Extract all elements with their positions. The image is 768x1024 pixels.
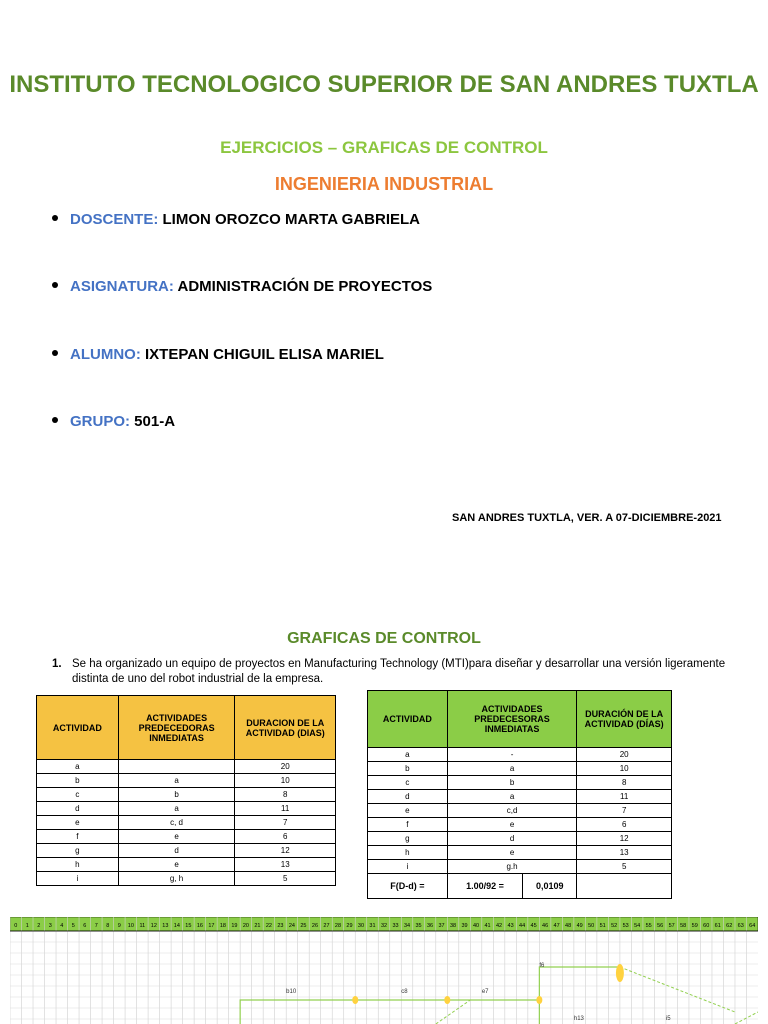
table-cell: e xyxy=(368,804,448,818)
table-cell: e xyxy=(118,858,235,872)
event-node xyxy=(616,964,624,982)
day-number: 62 xyxy=(726,923,733,929)
day-number: 19 xyxy=(231,923,238,929)
table-header: DURACION DE LA ACTIVIDAD (DIAS) xyxy=(235,696,336,760)
table-cell: 20 xyxy=(577,748,672,762)
info-value: 501-A xyxy=(134,413,176,430)
table-row xyxy=(37,802,336,816)
info-grupo xyxy=(52,413,175,430)
day-number: 24 xyxy=(288,923,296,929)
table-cell: f xyxy=(368,818,448,832)
day-number: 12 xyxy=(150,923,157,929)
day-number: 39 xyxy=(461,923,468,929)
table-row xyxy=(37,816,336,830)
table-cell: g xyxy=(37,844,119,858)
day-number: 50 xyxy=(588,923,595,929)
table-row xyxy=(368,762,672,776)
day-number: 30 xyxy=(357,923,365,929)
day-number: 64 xyxy=(749,923,756,929)
table-cell: 7 xyxy=(577,804,672,818)
day-number: 5 xyxy=(71,923,75,929)
info-label: ALUMNO: xyxy=(70,346,141,363)
table-cell: a xyxy=(118,774,235,788)
info-label: DOSCENTE: xyxy=(70,211,159,228)
day-number: 17 xyxy=(208,923,215,929)
day-number: 44 xyxy=(519,923,526,929)
info-value: LIMON OROZCO MARTA GABRIELA xyxy=(162,211,420,228)
day-number: 40 xyxy=(472,923,480,929)
table-header: ACTIVIDAD xyxy=(368,691,448,748)
slack-line xyxy=(436,1000,471,1024)
bullet-icon xyxy=(52,215,58,221)
table-row xyxy=(37,830,336,844)
problem-text: Se ha organizado un equipo de proyectos en Manufacturing Technology (MTI)para diseñar y desarrollar una versión ligeramente distinta de uno del robot industrial de la empresa. xyxy=(72,658,726,685)
day-number: 1 xyxy=(25,923,29,929)
table-cell: 5 xyxy=(577,860,672,874)
day-number: 6 xyxy=(83,923,87,929)
table-cell: 6 xyxy=(235,830,336,844)
table-cell: 10 xyxy=(577,762,672,776)
table-row xyxy=(368,804,672,818)
day-number: 35 xyxy=(415,923,422,929)
day-number: 26 xyxy=(311,923,319,929)
table-cell: 11 xyxy=(577,790,672,804)
activity-bar xyxy=(539,967,620,1000)
table-row xyxy=(368,790,672,804)
table-cell: c,d xyxy=(447,804,577,818)
info-asignatura xyxy=(52,278,432,295)
day-number: 3 xyxy=(48,923,52,929)
table-row xyxy=(37,760,336,774)
day-number: 16 xyxy=(196,923,203,929)
problem-statement xyxy=(52,657,742,687)
table-row xyxy=(368,832,672,846)
day-number: 61 xyxy=(714,923,721,929)
career-title: INGENIERIA INDUSTRIAL xyxy=(274,174,494,194)
table-cell: b xyxy=(368,762,448,776)
day-number: 18 xyxy=(219,923,226,929)
day-number: 51 xyxy=(599,923,606,929)
day-number: 10 xyxy=(127,923,134,929)
day-number: 33 xyxy=(392,923,399,929)
formula-ratio: 1.00/92 = xyxy=(448,874,523,898)
table-row xyxy=(37,858,336,872)
day-number: 14 xyxy=(173,923,180,929)
table-cell: 8 xyxy=(577,776,672,790)
table-cell: i xyxy=(37,872,119,886)
activity-label: b10 xyxy=(286,989,297,995)
table-cell: g xyxy=(368,832,448,846)
table-cell: a xyxy=(37,760,119,774)
table-cell: h xyxy=(37,858,119,872)
day-number: 32 xyxy=(380,923,388,929)
day-number: 37 xyxy=(438,923,445,929)
day-number: 13 xyxy=(162,923,169,929)
table-cell: i xyxy=(368,860,448,874)
table-cell: 11 xyxy=(235,802,336,816)
problem-number: 1. xyxy=(52,658,62,670)
table-cell: a xyxy=(447,762,577,776)
day-number: 54 xyxy=(634,923,641,929)
day-number: 8 xyxy=(106,923,110,929)
table-row xyxy=(37,844,336,858)
table-cell: c xyxy=(368,776,448,790)
info-docente xyxy=(52,211,420,228)
table-cell: 12 xyxy=(577,832,672,846)
table-cell: 8 xyxy=(235,788,336,802)
day-number: 11 xyxy=(139,923,146,929)
table-cell: e xyxy=(447,846,577,860)
bullet-icon xyxy=(52,350,58,356)
bullet-icon xyxy=(52,417,58,423)
day-number: 43 xyxy=(507,923,514,929)
table-header: DURACIÓN DE LA ACTIVIDAD (DÍAS) xyxy=(577,691,672,748)
table-cell: g.h xyxy=(447,860,577,874)
table-cell: 7 xyxy=(235,816,336,830)
info-value: ADMINISTRACIÓN DE PROYECTOS xyxy=(177,278,433,295)
formula-cell xyxy=(447,874,577,899)
formula-cell xyxy=(577,874,672,899)
day-number: 41 xyxy=(484,923,491,929)
table-header: ACTIVIDADES PREDECEDORAS INMEDIATAS xyxy=(118,696,235,760)
day-number: 47 xyxy=(553,923,560,929)
table-row xyxy=(37,788,336,802)
table-cell: b xyxy=(37,774,119,788)
table-row xyxy=(368,776,672,790)
gantt-chart xyxy=(10,917,758,1024)
table-cell: - xyxy=(447,748,577,762)
activities-table-1 xyxy=(36,695,336,886)
day-number: 48 xyxy=(565,923,572,929)
table-cell: e xyxy=(37,816,119,830)
day-number: 27 xyxy=(323,923,330,929)
table-cell: d xyxy=(447,832,577,846)
table-cell: b xyxy=(447,776,577,790)
info-value: IXTEPAN CHIGUIL ELISA MARIEL xyxy=(145,346,384,363)
place-date: SAN ANDRES TUXTLA, VER. A 07-DICIEMBRE-2021 xyxy=(452,512,722,524)
subtitle: EJERCICIOS – GRAFICAS DE CONTROL xyxy=(220,138,548,157)
day-number: 53 xyxy=(622,923,629,929)
table-row xyxy=(37,872,336,886)
day-number: 2 xyxy=(37,923,41,929)
institute-title: INSTITUTO TECNOLOGICO SUPERIOR DE SAN ANDRES TUXTLA xyxy=(9,71,759,98)
day-number: 31 xyxy=(369,923,376,929)
section-title: GRAFICAS DE CONTROL xyxy=(287,630,481,647)
activity-label: i5 xyxy=(665,1016,671,1022)
table-cell: 10 xyxy=(235,774,336,788)
event-node xyxy=(444,996,450,1004)
table-header: ACTIVIDAD xyxy=(37,696,119,760)
table-cell: d xyxy=(368,790,448,804)
day-number: 42 xyxy=(496,923,503,929)
activity-label: c8 xyxy=(401,989,408,995)
table-cell: a xyxy=(447,790,577,804)
day-number: 0 xyxy=(14,923,18,929)
table-cell: e xyxy=(447,818,577,832)
table-cell: 20 xyxy=(235,760,336,774)
day-number: 21 xyxy=(254,923,261,929)
table-cell: 5 xyxy=(235,872,336,886)
day-number: 9 xyxy=(117,923,121,929)
event-node xyxy=(352,996,358,1004)
table-cell: d xyxy=(118,844,235,858)
event-node xyxy=(536,996,542,1004)
formula-result: 0,0109 xyxy=(536,881,564,891)
table-cell xyxy=(118,760,235,774)
table-row xyxy=(37,774,336,788)
activities-table-2 xyxy=(367,690,672,899)
day-number: 28 xyxy=(334,923,342,929)
activity-label: f6 xyxy=(539,963,545,969)
day-number: 56 xyxy=(657,923,664,929)
table-cell: 13 xyxy=(235,858,336,872)
formula-cell: F(D-d) = xyxy=(368,874,448,899)
day-number: 58 xyxy=(680,923,687,929)
table-cell: h xyxy=(368,846,448,860)
day-number: 25 xyxy=(300,923,307,929)
day-number: 57 xyxy=(668,923,675,929)
table-cell: d xyxy=(37,802,119,816)
day-number: 7 xyxy=(94,923,98,929)
day-number: 52 xyxy=(611,923,618,929)
day-number: 49 xyxy=(576,923,583,929)
table-cell: g, h xyxy=(118,872,235,886)
table-cell: a xyxy=(368,748,448,762)
activity-label: e7 xyxy=(481,989,489,995)
day-number: 36 xyxy=(426,923,434,929)
info-alumno xyxy=(52,346,384,363)
table-header: ACTIVIDADES PREDECESORAS INMEDIATAS xyxy=(447,691,577,748)
day-number: 34 xyxy=(403,923,411,929)
table-cell: c, d xyxy=(118,816,235,830)
day-number: 59 xyxy=(691,923,698,929)
day-number: 63 xyxy=(737,923,744,929)
table-cell: 12 xyxy=(235,844,336,858)
day-number: 60 xyxy=(703,923,710,929)
table-cell: f xyxy=(37,830,119,844)
day-number: 15 xyxy=(185,923,192,929)
table-row xyxy=(368,818,672,832)
day-number: 22 xyxy=(265,923,272,929)
day-number: 4 xyxy=(60,923,64,929)
table-cell: a xyxy=(118,802,235,816)
table-row xyxy=(368,748,672,762)
info-label: GRUPO: xyxy=(70,413,130,430)
formula-row xyxy=(368,874,672,899)
day-number: 45 xyxy=(530,923,537,929)
table-row xyxy=(368,846,672,860)
table-cell: 6 xyxy=(577,818,672,832)
activity-label: h13 xyxy=(573,1016,584,1022)
day-number: 20 xyxy=(242,923,249,929)
day-number: 46 xyxy=(542,923,549,929)
day-number: 38 xyxy=(449,923,457,929)
table-cell: c xyxy=(37,788,119,802)
bullet-icon xyxy=(52,282,58,288)
day-number: 55 xyxy=(645,923,652,929)
day-number: 23 xyxy=(277,923,284,929)
table-cell: b xyxy=(118,788,235,802)
info-label: ASIGNATURA: xyxy=(70,278,174,295)
table-row xyxy=(368,860,672,874)
table-cell: 13 xyxy=(577,846,672,860)
table-cell: e xyxy=(118,830,235,844)
day-number: 29 xyxy=(346,923,353,929)
